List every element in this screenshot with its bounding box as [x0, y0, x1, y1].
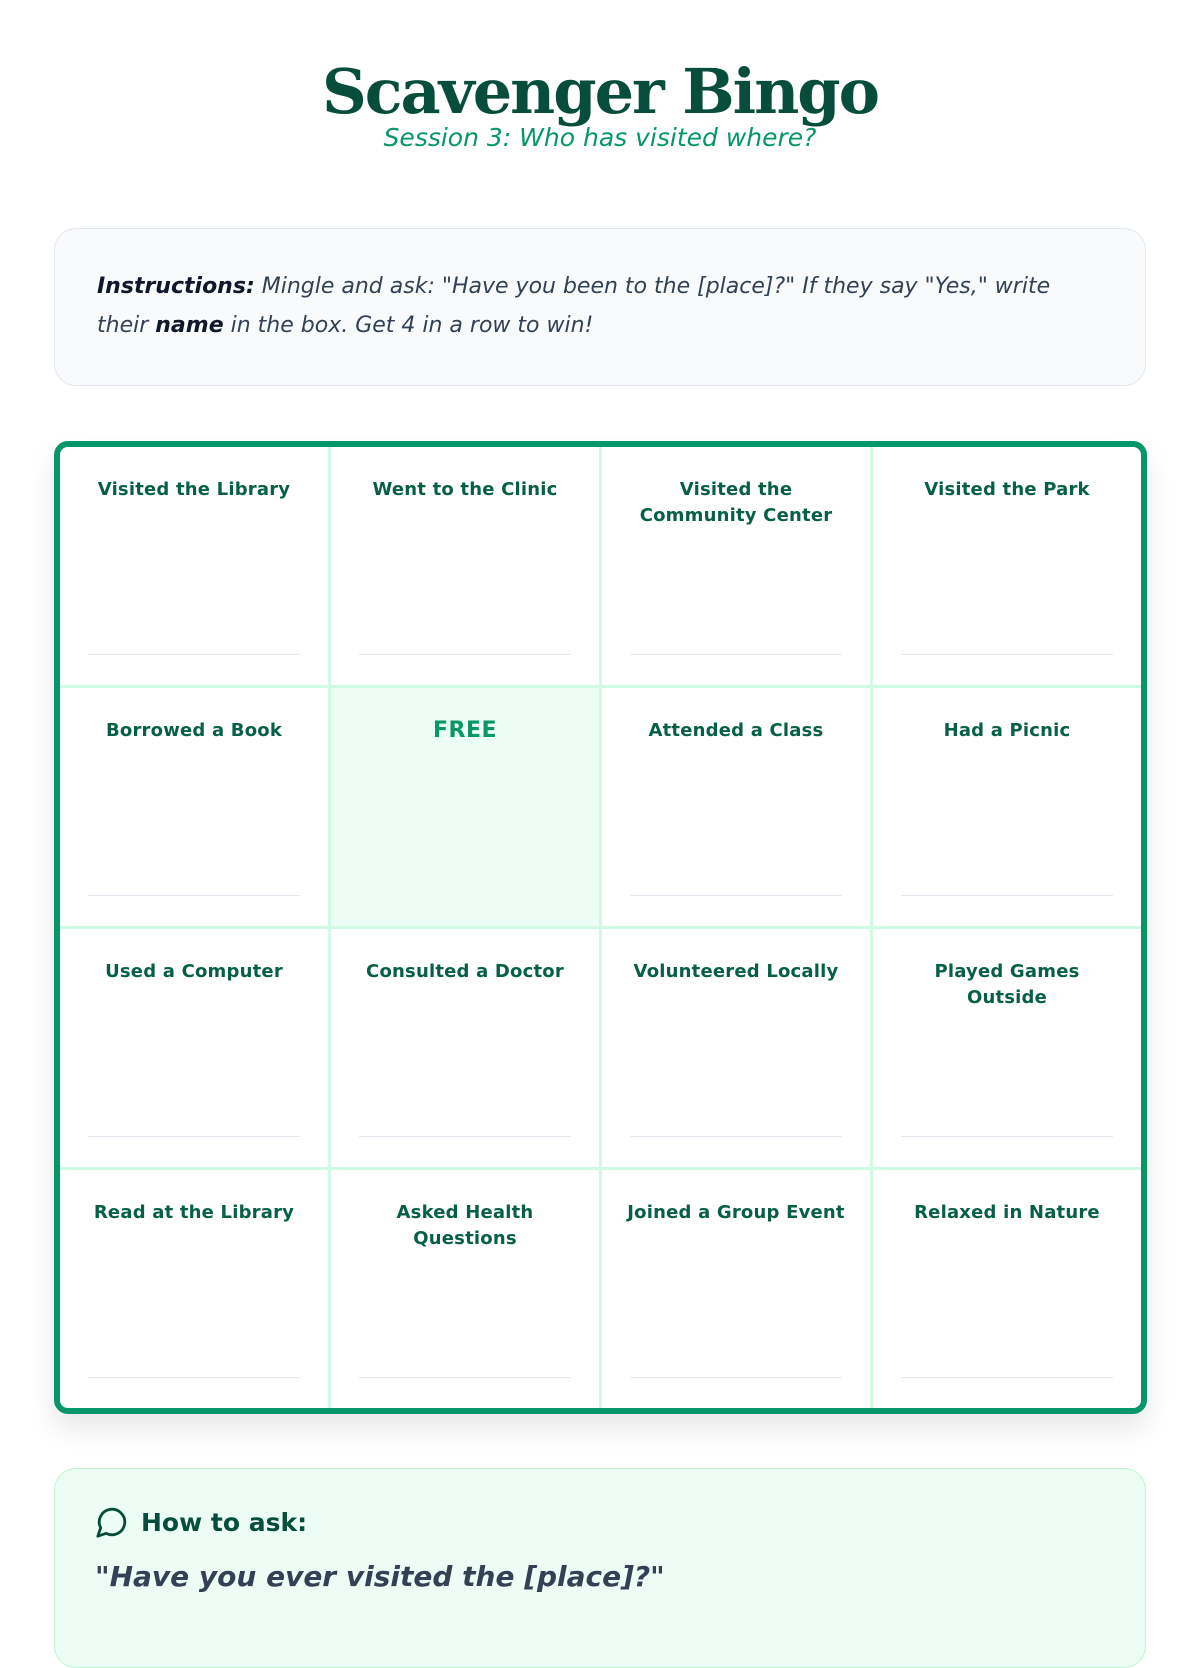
bingo-cell-label: Attended a Class — [648, 720, 824, 741]
bingo-cell[interactable] — [331, 447, 599, 685]
bingo-cell-label: Joined a Group Event — [627, 1202, 845, 1223]
name-write-line — [630, 654, 842, 655]
bingo-cell-label: Went to the Clinic — [372, 479, 558, 500]
free-space-cell — [331, 688, 599, 926]
instructions-label: Instructions: — [97, 274, 255, 299]
instructions-text-after: in the box. Get 4 in a row to win! — [223, 313, 594, 338]
name-write-line — [901, 1377, 1113, 1378]
bingo-cell-label: Asked Health Questions — [396, 1202, 534, 1249]
name-write-line — [630, 1377, 842, 1378]
bingo-cell[interactable] — [602, 447, 870, 685]
name-write-line — [901, 654, 1113, 655]
how-to-ask-quote: "Have you ever visited the [place]?" — [95, 1560, 665, 1593]
bingo-cell[interactable] — [873, 447, 1141, 685]
bingo-cell[interactable] — [602, 929, 870, 1167]
bingo-cell-label: Played Games Outside — [934, 961, 1080, 1008]
bingo-cell[interactable] — [60, 1170, 328, 1408]
bingo-cell[interactable] — [331, 1170, 599, 1408]
bingo-cell-label: Visited the Library — [97, 479, 291, 500]
name-write-line — [88, 1377, 300, 1378]
bingo-cell[interactable] — [873, 1170, 1141, 1408]
bingo-cell-label: Used a Computer — [105, 961, 283, 982]
name-write-line — [88, 895, 300, 896]
bingo-cell[interactable] — [60, 447, 328, 685]
bingo-cell-label: Read at the Library — [93, 1202, 295, 1223]
bingo-cell[interactable] — [60, 688, 328, 926]
page-subtitle: Session 3: Who has visited where? — [383, 123, 817, 152]
page-title: Scavenger Bingo — [321, 55, 879, 128]
bingo-cell-label: Visited the Park — [924, 479, 1090, 500]
bingo-cell[interactable] — [331, 929, 599, 1167]
name-write-line — [901, 895, 1113, 896]
name-write-line — [359, 654, 571, 655]
name-write-line — [630, 1136, 842, 1137]
how-to-ask-heading: How to ask: — [141, 1507, 308, 1537]
name-write-line — [359, 1377, 571, 1378]
bingo-cell-label: Had a Picnic — [943, 720, 1071, 741]
bingo-board — [54, 441, 1147, 1414]
bingo-cell[interactable] — [60, 929, 328, 1167]
instructions-box — [54, 228, 1146, 386]
instructions-text-before: Mingle and ask: "Have you been to the [place]?" If they say "Yes," write their — [97, 274, 1051, 338]
instructions-emphasis: name — [155, 313, 224, 338]
bingo-cell-label: Visited the Community Center — [639, 479, 833, 526]
name-write-line — [630, 895, 842, 896]
name-write-line — [901, 1136, 1113, 1137]
bingo-cell[interactable] — [873, 688, 1141, 926]
name-write-line — [88, 654, 300, 655]
bingo-cell-label: Volunteered Locally — [633, 961, 839, 982]
bingo-cell[interactable] — [602, 1170, 870, 1408]
how-to-ask-header — [95, 1505, 1105, 1539]
free-space-label: FREE — [432, 718, 498, 743]
how-to-ask-box — [54, 1468, 1146, 1668]
bingo-cell[interactable] — [873, 929, 1141, 1167]
bingo-cell-label: Borrowed a Book — [105, 720, 283, 741]
bingo-cell[interactable] — [602, 688, 870, 926]
name-write-line — [359, 1136, 571, 1137]
bingo-cell-label: Relaxed in Nature — [914, 1202, 1100, 1223]
speech-bubble-icon — [95, 1505, 129, 1539]
bingo-cell-label: Consulted a Doctor — [366, 961, 564, 982]
name-write-line — [88, 1136, 300, 1137]
